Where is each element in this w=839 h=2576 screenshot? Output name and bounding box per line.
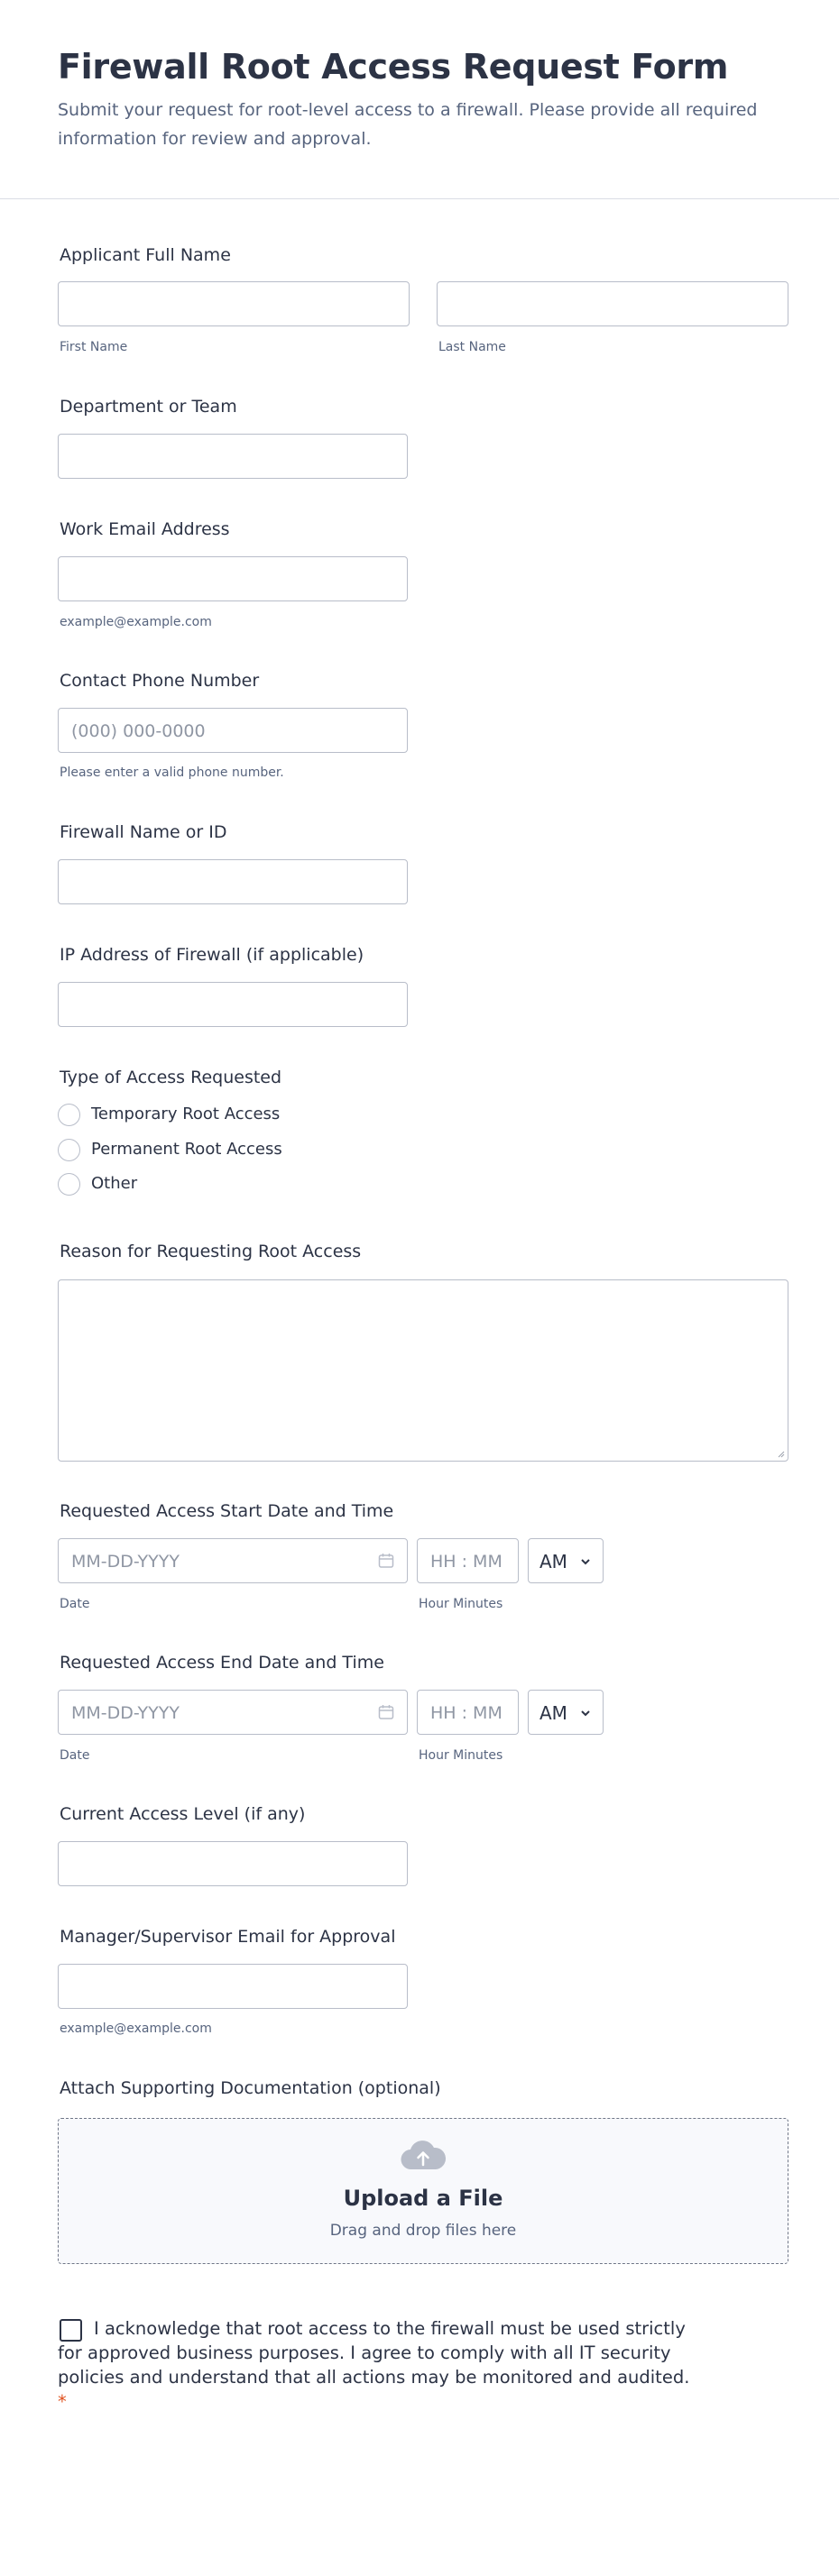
radio-label: Permanent Root Access <box>91 1140 282 1159</box>
firewall-ip-label: IP Address of Firewall (if applicable) <box>60 945 364 965</box>
form-header <box>0 0 839 199</box>
manager-email-input[interactable] <box>58 1964 408 2009</box>
cloud-upload-icon <box>400 2141 447 2171</box>
calendar-icon[interactable] <box>378 1553 394 1569</box>
radio-circle[interactable] <box>58 1173 80 1196</box>
start-date-sublabel: Date <box>60 1597 90 1611</box>
firewall-name-label: Firewall Name or ID <box>60 822 227 842</box>
full-name-label: Applicant Full Name <box>60 245 231 265</box>
manager-email-label: Manager/Supervisor Email for Approval <box>60 1927 396 1947</box>
radio-circle[interactable] <box>58 1139 80 1161</box>
attachment-label: Attach Supporting Documentation (optional) <box>60 2078 441 2098</box>
department-label: Department or Team <box>60 397 237 417</box>
upload-subtitle: Drag and drop files here <box>329 2222 517 2240</box>
resize-handle-icon[interactable] <box>778 1451 785 1458</box>
access-type-label: Type of Access Requested <box>60 1068 282 1087</box>
file-upload-dropzone[interactable] <box>58 2118 788 2264</box>
start-time-input[interactable] <box>417 1538 519 1583</box>
chevron-down-icon <box>579 1707 592 1719</box>
reason-textarea[interactable] <box>58 1279 788 1462</box>
start-time-sublabel: Hour Minutes <box>419 1597 503 1611</box>
form-subtitle: Submit your request for root-level access to a firewall. Please provide all required information for review and approval. <box>58 100 758 149</box>
phone-sublabel: Please enter a valid phone number. <box>60 765 284 780</box>
manager-email-sublabel: example@example.com <box>60 2021 212 2036</box>
first-name-sublabel: First Name <box>60 340 128 354</box>
end-date-input[interactable] <box>58 1690 408 1735</box>
reason-label: Reason for Requesting Root Access <box>60 1242 362 1261</box>
current-level-label: Current Access Level (if any) <box>60 1804 306 1824</box>
upload-title: Upload a File <box>343 2186 503 2211</box>
last-name-sublabel: Last Name <box>438 340 506 354</box>
first-name-input[interactable] <box>58 281 410 326</box>
start-date-placeholder: MM-DD-YYYY <box>71 1552 180 1572</box>
end-ampm-value: AM <box>539 1702 567 1724</box>
phone-label: Contact Phone Number <box>60 671 260 691</box>
email-sublabel: example@example.com <box>60 615 212 629</box>
calendar-icon[interactable] <box>378 1704 394 1720</box>
radio-circle[interactable] <box>58 1104 80 1126</box>
end-time-placeholder: HH : MM <box>430 1703 502 1723</box>
end-ampm-select[interactable] <box>528 1690 604 1735</box>
end-date-placeholder: MM-DD-YYYY <box>71 1703 180 1723</box>
end-time-input[interactable] <box>417 1690 519 1735</box>
start-time-placeholder: HH : MM <box>430 1552 502 1572</box>
current-level-input[interactable] <box>58 1841 408 1886</box>
end-datetime-label: Requested Access End Date and Time <box>60 1653 384 1673</box>
radio-label: Temporary Root Access <box>91 1105 281 1123</box>
firewall-ip-input[interactable] <box>58 982 408 1027</box>
phone-placeholder: (000) 000-0000 <box>71 721 206 741</box>
chevron-down-icon <box>579 1555 592 1568</box>
department-input[interactable] <box>58 434 408 479</box>
radio-label: Other <box>91 1174 138 1193</box>
phone-input[interactable] <box>58 708 408 753</box>
form-title: Firewall Root Access Request Form <box>58 47 729 87</box>
last-name-input[interactable] <box>437 281 788 326</box>
start-ampm-select[interactable] <box>528 1538 604 1583</box>
end-date-sublabel: Date <box>60 1748 90 1763</box>
start-date-input[interactable] <box>58 1538 408 1583</box>
firewall-name-input[interactable] <box>58 859 408 904</box>
acknowledge-label: I acknowledge that root access to the firewall must be used strictly for approved business purposes. I agree to comply with all IT security policies and understand that all actions may be monitored and audited. <box>58 2318 690 2388</box>
email-label: Work Email Address <box>60 519 230 539</box>
start-datetime-label: Requested Access Start Date and Time <box>60 1501 394 1521</box>
acknowledge-text <box>58 2316 707 2414</box>
email-input[interactable] <box>58 556 408 601</box>
end-time-sublabel: Hour Minutes <box>419 1748 503 1763</box>
required-asterisk: * <box>58 2391 67 2412</box>
start-ampm-value: AM <box>539 1551 567 1572</box>
